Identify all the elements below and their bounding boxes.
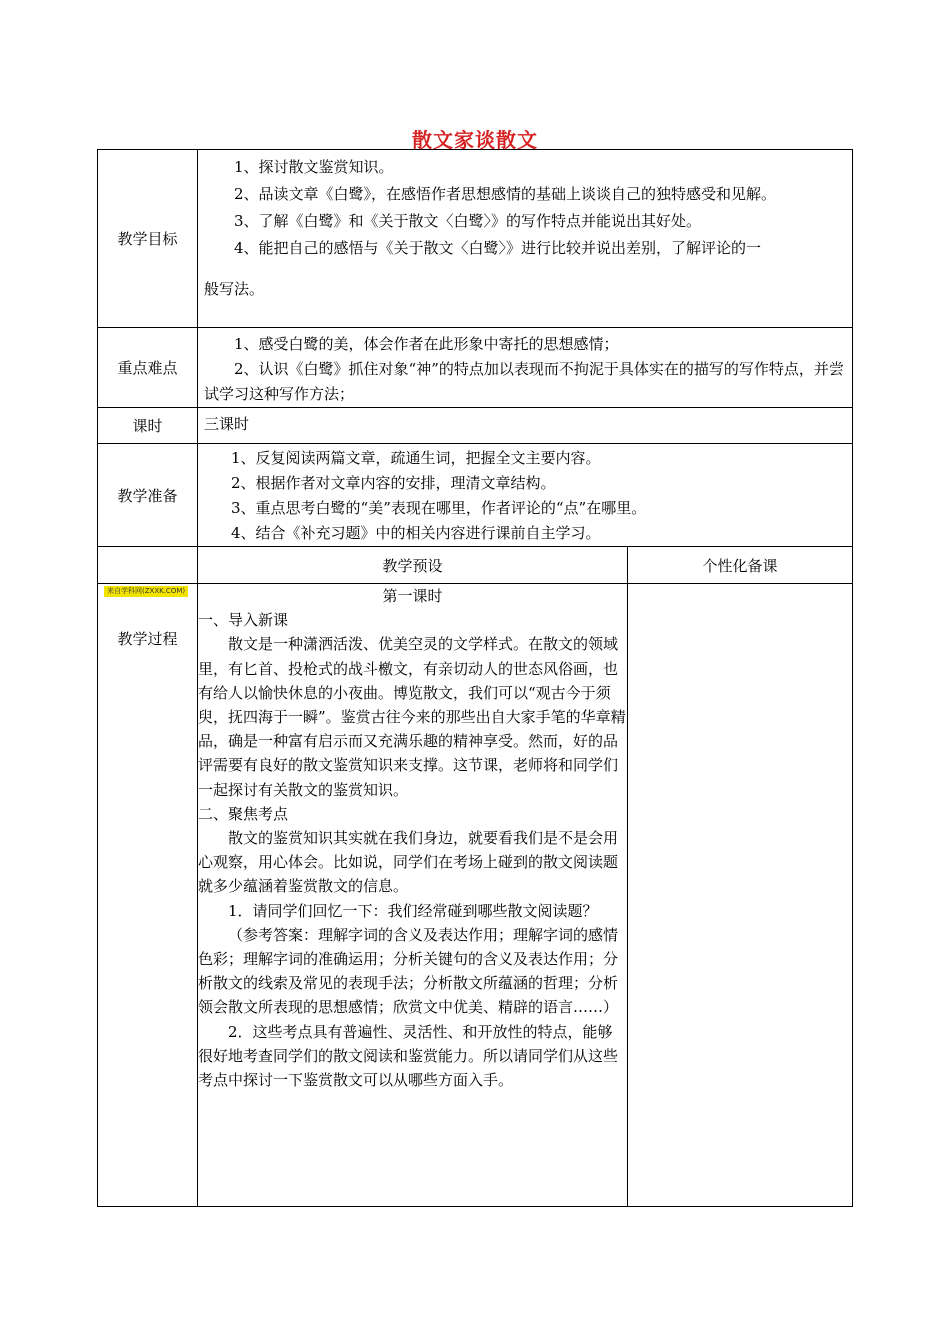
- prep-item: 1、反复阅读两篇文章，疏通生词，把握全文主要内容。: [231, 449, 601, 467]
- goal-item: 般写法。: [204, 280, 265, 298]
- column-header-row: [98, 547, 853, 584]
- prep-row: [98, 444, 853, 547]
- process-content: [198, 584, 628, 1207]
- goal-item: 1、探讨散文鉴赏知识。: [234, 158, 394, 176]
- goal-item: 2、品读文章《白鹭》，在感悟作者思想感情的基础上谈谈自己的独特感受和见解。: [234, 185, 777, 203]
- paragraph: 散文的鉴赏知识其实就在我们身边，就要看我们是不是会用心观察，用心体会。比如说，同学们在考场上碰到的散文阅读题就多少蕴涵着鉴赏散文的信息。: [198, 829, 619, 896]
- page-title: 散文家谈散文: [412, 128, 538, 152]
- hours-value: 三课时: [204, 415, 250, 433]
- goals-row: [98, 150, 853, 328]
- answer: （参考答案：理解字词的含义及表达作用；理解字词的感情色彩；理解字词的准确运用；分析关键句的含义及表达作用；分析散文的线索及常见的表现手法；分析散文所蕴涵的哲理；分析领会散文所表现的思想感情；欣赏文中优美、精辟的语言……）: [198, 925, 619, 1017]
- personal-notes-cell: [628, 584, 853, 1207]
- key-points-label: 重点难点: [98, 328, 198, 408]
- personal-header: 个性化备课: [628, 547, 853, 584]
- preset-header: 教学预设: [198, 547, 628, 584]
- hours-row: [98, 408, 853, 444]
- prep-item: 4、结合《补充习题》中的相关内容进行课前自主学习。: [231, 524, 601, 542]
- paragraph: 散文是一种潇洒活泼、优美空灵的文学样式。在散文的领域里，有匕首、投枪式的战斗檄文，有亲切动人的世态风俗画，也有给人以愉快休息的小夜曲。博览散文，我们可以“观古今于须臾，抚四海于一瞬”。鉴赏古往今来的那些出自大家手笔的华章精品，确是一种富有启示而又充满乐趣的精神享受。然而，好的品评需要有良好的散文鉴赏知识来支撑。这节课，老师将和同学们一起探讨有关散文的鉴赏知识。: [198, 635, 626, 799]
- section-heading: 二、聚焦考点: [198, 804, 289, 823]
- process-row: [98, 584, 853, 1207]
- section-heading: 一、导入新课: [198, 611, 289, 630]
- prep-content: [198, 444, 853, 547]
- prep-label: 教学准备: [98, 444, 198, 547]
- prep-item: 3、重点思考白鹭的“美”表现在哪里，作者评论的“点”在哪里。: [231, 499, 647, 517]
- key-point-item: 1、感受白鹭的美，体会作者在此形象中寄托的思想感情；: [234, 335, 619, 353]
- process-label-cell: [98, 584, 198, 1207]
- question: 1．请同学们回忆一下：我们经常碰到哪些散文阅读题？: [228, 901, 598, 920]
- source-badge: 来自学科网(ZXXK.COM): [104, 586, 188, 597]
- goals-content: [198, 150, 853, 328]
- question: 2．这些考点具有普遍性、灵活性、和开放性的特点，能够很好地考查同学们的散文阅读和鉴赏能力。所以请同学们从这些考点中探讨一下鉴赏散文可以从哪些方面入手。: [198, 1022, 619, 1090]
- prep-item: 2、根据作者对文章内容的安排，理清文章结构。: [231, 474, 556, 492]
- empty-header-cell: [98, 547, 198, 584]
- goal-item: 3、了解《白鹭》和《关于散文〈白鹭〉》的写作特点并能说出其好处。: [234, 212, 702, 230]
- key-points-row: [98, 328, 853, 408]
- hours-label: 课时: [98, 408, 198, 444]
- session-title: 第一课时: [382, 587, 443, 605]
- hours-content: [198, 408, 853, 444]
- key-point-item: 2、认识《白鹭》抓住对象“神”的特点加以表现而不拘泥于具体实在的描写的写作特点，并尝试学习这种写作方法；: [204, 360, 844, 403]
- goal-item: 4、能把自己的感悟与《关于散文〈白鹭〉》进行比较并说出差别，了解评论的一: [234, 239, 762, 257]
- goals-label: 教学目标: [98, 150, 198, 328]
- process-label: 教学过程: [117, 630, 178, 648]
- lesson-plan-table: [97, 149, 853, 1207]
- key-points-content: [198, 328, 853, 408]
